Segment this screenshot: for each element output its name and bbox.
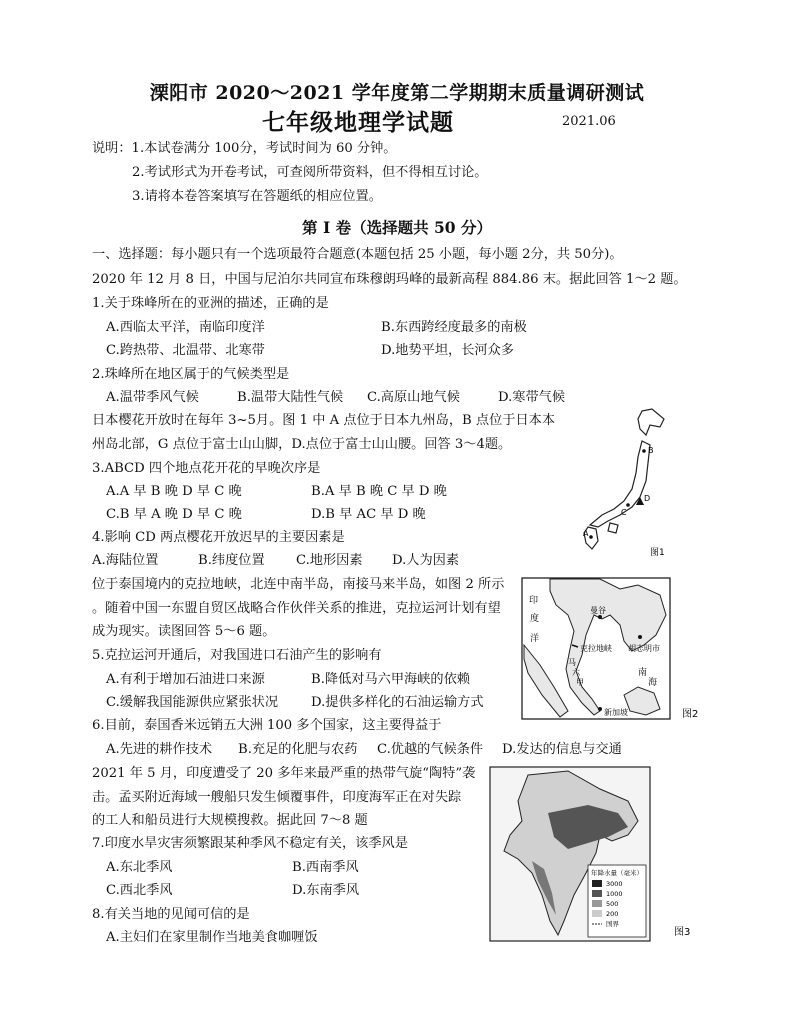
option-2b: B.温带大陆性气候 xyxy=(237,390,344,405)
option-4d: D.人为因素 xyxy=(392,553,460,568)
option-7b: B.西南季风 xyxy=(292,860,359,875)
legend-swatch xyxy=(592,900,602,907)
option-3b: B.A 早 B 晚 C 早 D 晚 xyxy=(311,484,447,499)
question-4: 4.影响 CD 两点樱花开放迟早的主要因素是 xyxy=(92,530,345,545)
point-a-label: A xyxy=(583,529,589,538)
option-7a: A.东北季风 xyxy=(106,860,173,875)
passage-line: 州岛北部，G 点位于富士山山脚，D.点位于富士山山腰。回答 3～4题。 xyxy=(92,437,512,452)
point-c-marker xyxy=(626,503,630,507)
note-1: 说明：1.本试卷满分 100分，考试时间为 60 分钟。 xyxy=(92,141,397,156)
figure-2-caption: 图2 xyxy=(682,709,699,720)
passage-line: 成为现实。读图回答 5～6 题。 xyxy=(92,624,276,639)
point-d-label: D xyxy=(644,494,651,503)
option-6b: B.充足的化肥与农药 xyxy=(238,742,358,757)
legend-swatch xyxy=(592,880,602,887)
passage-line: 的工人和船员进行大规模搜救。据此回 7～8 题 xyxy=(92,813,368,828)
section-title: 第 I 卷（选择题共 50 分） xyxy=(302,218,492,237)
legend-swatch xyxy=(592,890,602,897)
option-8a: A.主妇们在家里制作当地美食咖喱饭 xyxy=(106,930,318,945)
option-5d: D.提供多样化的石油运输方式 xyxy=(311,695,484,710)
option-4c: C.地形因素 xyxy=(296,553,363,568)
option-6d: D.发达的信息与交通 xyxy=(502,742,622,757)
figure-2-kra-map xyxy=(520,575,715,725)
point-b-label: B xyxy=(648,446,654,455)
map-label-yin: 印 xyxy=(529,596,539,606)
option-1c: C.跨热带、北温带、北寒带 xyxy=(106,343,265,358)
map-label-singapore: 新加坡 xyxy=(604,708,628,717)
question-3: 3.ABCD 四个地点花开花的早晚次序是 xyxy=(92,461,321,476)
passage-line: 击。孟买附近海域一艘船只发生倾覆事件，印度海军正在对失踪 xyxy=(92,790,462,805)
map-label-jia: 甲 xyxy=(576,678,584,687)
legend-value: 500 xyxy=(606,900,619,908)
map-label-bangkok: 曼谷 xyxy=(590,606,606,615)
hochiminh-marker xyxy=(638,635,642,639)
point-c-label: C xyxy=(621,508,627,517)
question-2: 2.珠峰所在地区属于的气候类型是 xyxy=(92,367,290,382)
map-label-kra-isthmus: 克拉地峡 xyxy=(580,644,612,653)
legend-swatch xyxy=(592,910,602,917)
option-7c: C.西北季风 xyxy=(106,883,173,898)
option-2c: C.高原山地气候 xyxy=(367,390,460,405)
option-1b: B.东西跨经度最多的南极 xyxy=(381,320,527,335)
map-label-hai: 海 xyxy=(648,678,658,688)
option-6c: C.优越的气候条件 xyxy=(377,742,484,757)
question-1: 1.关于珠峰所在的亚洲的描述，正确的是 xyxy=(92,296,329,311)
map-label-yang: 洋 xyxy=(530,634,540,644)
bangkok-marker xyxy=(598,615,602,619)
option-7d: D.东南季风 xyxy=(292,883,360,898)
section-intro: 一、选择题：每小题只有一个选项最符合题意(本题包括 25 小题，每小题 2分，共 50分)。 xyxy=(92,247,623,262)
point-b-marker xyxy=(642,449,646,453)
figure-1-japan-map xyxy=(580,405,670,565)
option-5c: C.缓解我国能源供应紧张状况 xyxy=(106,695,279,710)
question-5: 5.克拉运河开通后，对我国进口石油产生的影响有 xyxy=(92,648,382,663)
option-3d: D.B 早 AC 早 D 晚 xyxy=(311,507,426,522)
legend-value: 国界 xyxy=(606,920,619,928)
hokkaido-shape xyxy=(638,409,664,435)
shikoku-shape xyxy=(608,523,618,533)
option-4a: A.海陆位置 xyxy=(92,553,159,568)
legend-value: 3000 xyxy=(606,880,623,888)
passage-line: 。随着中国一东盟自贸区战略合作伙伴关系的推进，克拉运河计划有望 xyxy=(92,601,501,616)
legend-value: 1000 xyxy=(606,890,623,898)
option-5b: B.降低对马六甲海峡的依赖 xyxy=(311,672,470,687)
point-a-marker xyxy=(589,535,593,539)
option-2a: A.温带季风气候 xyxy=(106,390,199,405)
option-3c: C.B 早 A 晚 D 早 C 晚 xyxy=(106,507,242,522)
option-1a: A.西临太平洋，南临印度洋 xyxy=(106,320,265,335)
honshu-shape xyxy=(590,441,650,527)
passage-line: 2020 年 12 月 8 日，中国与尼泊尔共同宣布珠穆朗玛峰的最新高程 884.86 末。据此回答 1～2 题。 xyxy=(92,272,687,287)
note-3: 3.请将本卷答案填写在答题纸的相应位置。 xyxy=(132,189,382,204)
note-2: 2.考试形式为开卷考试，可查阅所带资料，但不得相互讨论。 xyxy=(132,165,488,180)
map-label-nan: 南 xyxy=(638,668,648,678)
map-label-du: 度 xyxy=(530,614,540,624)
figure-3-india-map xyxy=(488,765,708,945)
exam-title: 溧阳市 2020～2021 学年度第二学期期末质量调研测试 xyxy=(149,82,645,104)
map-label-liu: 六 xyxy=(572,668,580,677)
legend-value: 200 xyxy=(606,910,619,918)
map-label-hochiminh: 胡志明市 xyxy=(628,644,660,653)
option-5a: A.有利于增加石油进口来源 xyxy=(106,672,265,687)
question-6: 6.目前，泰国香米远销五大洲 100 多个国家，这主要得益于 xyxy=(92,718,442,733)
option-4b: B.纬度位置 xyxy=(198,553,265,568)
option-3a: A.A 早 B 晚 D 早 C 晚 xyxy=(106,484,242,499)
question-7: 7.印度水旱灾害须繁跟某种季风不稳定有关，该季风是 xyxy=(92,836,408,851)
option-2d: D.寒带气候 xyxy=(498,390,566,405)
question-8: 8.有关当地的见闻可信的是 xyxy=(92,907,250,922)
passage-line: 2021 年 5 月，印度遭受了 20 多年来最严重的热带气旋“陶特”袭 xyxy=(92,766,476,781)
figure-3-caption: 图3 xyxy=(674,927,691,938)
singapore-marker xyxy=(598,707,602,711)
passage-line: 日本樱花开放时在每年 3~5月。图 1 中 A 点位于日本九州岛，B 点位于日本本 xyxy=(92,413,556,428)
exam-subtitle: 七年级地理学试题 xyxy=(262,109,454,136)
figure-1-caption: 图1 xyxy=(650,548,665,558)
option-1d: D.地势平坦，长河众多 xyxy=(381,343,514,358)
legend-title: 年降水量（毫米） xyxy=(591,869,643,877)
map-label-ma: 马 xyxy=(568,658,576,667)
exam-date: 2021.06 xyxy=(562,114,616,129)
passage-line: 位于泰国境内的克拉地峡，北连中南半岛，南接马来半岛，如图 2 所示 xyxy=(92,577,505,592)
option-6a: A.先进的耕作技术 xyxy=(106,742,213,757)
